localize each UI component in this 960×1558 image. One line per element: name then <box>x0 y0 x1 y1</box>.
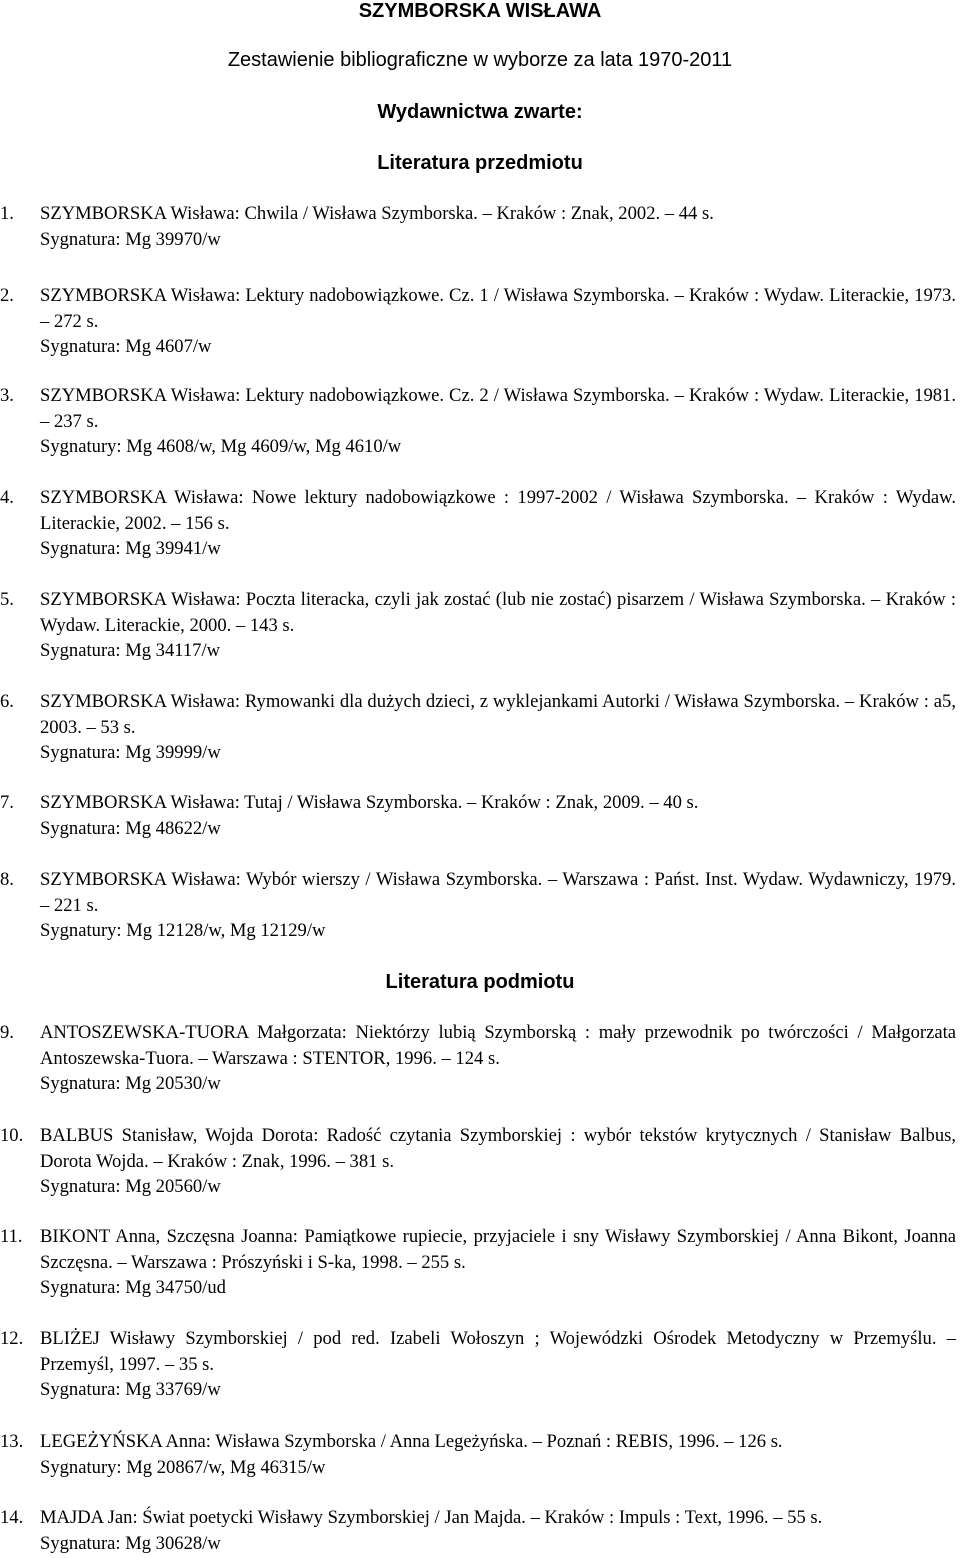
entry-number: 5. <box>0 589 14 610</box>
entry-number: 14. <box>0 1507 24 1528</box>
entry-number: 1. <box>0 203 14 224</box>
entry-number: 12. <box>0 1328 24 1349</box>
entry-signature: Sygnatura: Mg 20530/w <box>40 1073 221 1094</box>
entry-signature: Sygnatura: Mg 4607/w <box>40 336 212 357</box>
entry-description: SZYMBORSKA Wisława: Tutaj / Wisława Szymborska. – Kraków : Znak, 2009. – 40 s. <box>40 792 699 813</box>
entry-signature: Sygnatura: Mg 30628/w <box>40 1532 221 1554</box>
entry-description: BIKONT Anna, Szczęsna Joanna: Pamiątkowe rupiecie, przyjaciele i sny Wisławy Szymborskiej / Anna Bikont, Joanna Szczęsna. – Warszawa : Prószyński i S-ka, 1998. – 255 s. <box>40 1226 956 1273</box>
document-subtitle: Zestawienie bibliograficzne w wyborze za lata 1970-2011 <box>227 49 733 71</box>
entry-description: BLIŻEJ Wisławy Szymborskiej / pod red. Izabeli Wołoszyn ; Wojewódzki Ośrodek Metodyczny w Przemyślu. – Przemyśl, 1997. – 35 s. <box>40 1328 956 1375</box>
entry-signature: Sygnatury: Mg 20867/w, Mg 46315/w <box>40 1456 326 1478</box>
subsection-heading-podmiotu: Literatura podmiotu <box>385 971 575 993</box>
entry-number: 4. <box>0 487 14 508</box>
entry-signature: Sygnatura: Mg 39941/w <box>40 538 221 559</box>
entry-signature: Sygnatura: Mg 48622/w <box>40 817 221 839</box>
entry-number: 6. <box>0 691 14 712</box>
document-title: SZYMBORSKA WISŁAWA <box>358 0 602 22</box>
entry-signature: Sygnatura: Mg 33769/w <box>40 1379 221 1400</box>
entry-signature: Sygnatury: Mg 12128/w, Mg 12129/w <box>40 920 326 941</box>
entry-description: SZYMBORSKA Wisława: Poczta literacka, czyli jak zostać (lub nie zostać) pisarzem / Wisława Szymborska. – Kraków : Wydaw. Literackie, 2000. – 143 s. <box>40 589 956 636</box>
entry-description: LEGEŻYŃSKA Anna: Wisława Szymborska / Anna Legeżyńska. – Poznań : REBIS, 1996. – 126 s. <box>40 1431 783 1452</box>
entry-description: SZYMBORSKA Wisława: Chwila / Wisława Szymborska. – Kraków : Znak, 2002. – 44 s. <box>40 203 714 224</box>
entry-description: ANTOSZEWSKA-TUORA Małgorzata: Niektórzy lubią Szymborską : mały przewodnik po twórczości / Małgorzata Antoszewska-Tuora. – Warszawa : STENTOR, 1996. – 124 s. <box>40 1022 956 1069</box>
entry-signature: Sygnatury: Mg 4608/w, Mg 4609/w, Mg 4610/w <box>40 436 402 457</box>
section-heading: Wydawnictwa zwarte: <box>377 101 583 123</box>
entry-number: 13. <box>0 1431 24 1452</box>
subsection-heading-przedmiotu: Literatura przedmiotu <box>377 152 583 174</box>
entry-description: SZYMBORSKA Wisława: Wybór wierszy / Wisława Szymborska. – Warszawa : Państ. Inst. Wydaw. Wydawniczy, 1979. – 221 s. <box>40 869 956 916</box>
entry-number: 11. <box>0 1226 23 1247</box>
entry-number: 2. <box>0 285 14 306</box>
entry-description: BALBUS Stanisław, Wojda Dorota: Radość czytania Szymborskiej : wybór tekstów krytycznych / Stanisław Balbus, Dorota Wojda. – Kraków : Znak, 1996. – 381 s. <box>40 1125 956 1172</box>
entry-number: 10. <box>0 1125 24 1146</box>
entry-number: 3. <box>0 385 14 406</box>
entry-signature: Sygnatura: Mg 39970/w <box>40 228 221 250</box>
entry-number: 7. <box>0 792 14 813</box>
entry-number: 8. <box>0 869 14 890</box>
entry-signature: Sygnatura: Mg 34117/w <box>40 640 221 661</box>
entry-signature: Sygnatura: Mg 34750/ud <box>40 1277 226 1298</box>
entry-description: SZYMBORSKA Wisława: Nowe lektury nadobowiązkowe : 1997-2002 / Wisława Szymborska. – Kraków : Wydaw. Literackie, 2002. – 156 s. <box>40 487 956 534</box>
entry-number: 9. <box>0 1022 14 1043</box>
entry-description: SZYMBORSKA Wisława: Lektury nadobowiązkowe. Cz. 2 / Wisława Szymborska. – Kraków : Wydaw. Literackie, 1981. – 237 s. <box>40 385 956 432</box>
entry-signature: Sygnatura: Mg 20560/w <box>40 1176 221 1197</box>
entry-signature: Sygnatura: Mg 39999/w <box>40 742 221 763</box>
entry-description: SZYMBORSKA Wisława: Rymowanki dla dużych dzieci, z wyklejankami Autorki / Wisława Szymborska. – Kraków : a5, 2003. – 53 s. <box>40 691 956 738</box>
entry-description: SZYMBORSKA Wisława: Lektury nadobowiązkowe. Cz. 1 / Wisława Szymborska. – Kraków : Wydaw. Literackie, 1973. – 272 s. <box>40 285 956 332</box>
entry-description: MAJDA Jan: Świat poetycki Wisławy Szymborskiej / Jan Majda. – Kraków : Impuls : Text, 1996. – 55 s. <box>40 1507 823 1528</box>
